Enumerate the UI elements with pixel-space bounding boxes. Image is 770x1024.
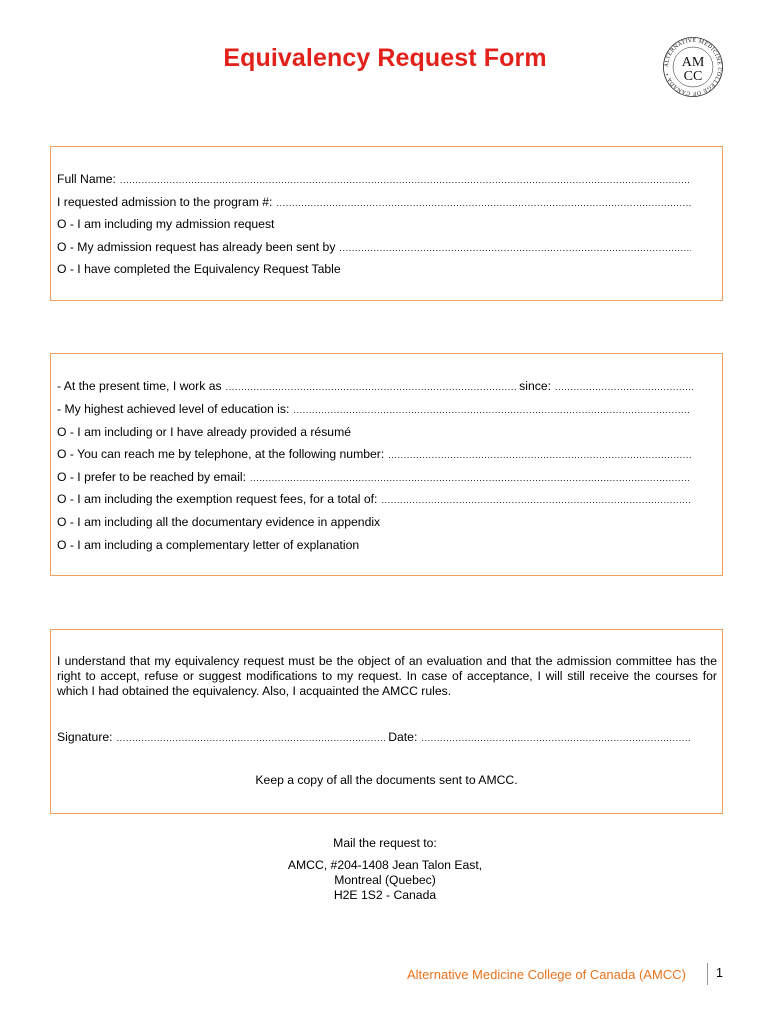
option-label: O - I am including the exemption request fees, for a total of: — [57, 492, 378, 506]
option-completed-table[interactable] — [57, 261, 693, 277]
option-label: O - I have completed the Equivalency Request Table — [57, 262, 341, 276]
declaration-text: I understand that my equivalency request must be the object of an evaluation and that the admission committee has the right to accept, refuse or suggest modifications to my request. In case of acceptance, I will still receive the courses for which I had obtained the equivalency. Also, I acquainted the AMCC rules. — [57, 654, 717, 698]
page-number: 1 — [716, 966, 723, 980]
dotted-line[interactable] — [276, 196, 691, 210]
education-field[interactable] — [57, 401, 693, 417]
option-fees[interactable] — [57, 491, 693, 507]
keep-copy-note: Keep a copy of all the documents sent to AMCC. — [255, 773, 518, 787]
seal-text-cc: CC — [683, 69, 703, 84]
work-field[interactable] — [57, 378, 693, 394]
option-label: O - I prefer to be reached by email: — [57, 470, 246, 484]
mail-address-line1: AMCC, #204-1408 Jean Talon East, — [287, 858, 483, 872]
footer-divider — [707, 963, 708, 985]
date-line[interactable] — [421, 731, 691, 745]
option-label: O - My admission request has already been sent by — [57, 240, 336, 254]
dotted-line[interactable] — [293, 403, 691, 417]
signature-row[interactable] — [57, 729, 693, 745]
education-label: - My highest achieved level of education is: — [57, 402, 290, 416]
option-label: O - I am including my admission request — [57, 217, 275, 231]
option-label: O - I am including or I have already provided a résumé — [57, 425, 351, 439]
dotted-line[interactable] — [250, 471, 691, 485]
signature-line[interactable] — [117, 731, 387, 745]
option-label: O - I am including all the documentary evidence in appendix — [57, 515, 381, 529]
seal-ring-text: ALTERNATIVE MEDICINE COLLEGE OF CANADA • — [663, 37, 723, 97]
dotted-line[interactable] — [388, 448, 691, 462]
option-letter[interactable] — [57, 537, 693, 553]
dotted-line[interactable] — [226, 380, 518, 394]
date-label: Date: — [388, 730, 418, 744]
footer-college-name: Alternative Medicine College of Canada (AMCC) — [407, 967, 686, 982]
full-name-label: Full Name: — [57, 172, 116, 186]
dotted-line[interactable] — [555, 380, 693, 394]
program-label: I requested admission to the program #: — [57, 195, 273, 209]
amcc-seal-logo — [662, 36, 724, 98]
program-field[interactable] — [57, 194, 693, 210]
seal-text-am: AM — [681, 55, 705, 70]
mail-heading: Mail the request to: — [333, 836, 437, 850]
option-label: O - I am including a complementary letter of explanation — [57, 538, 360, 552]
option-label: O - You can reach me by telephone, at the following number: — [57, 447, 385, 461]
work-label: - At the present time, I work as — [57, 379, 222, 393]
option-telephone[interactable] — [57, 446, 693, 462]
dotted-line[interactable] — [381, 493, 691, 507]
option-resume[interactable] — [57, 424, 693, 440]
mail-address-line3: H2E 1S2 - Canada — [333, 888, 437, 902]
option-email[interactable] — [57, 469, 693, 485]
dotted-line[interactable] — [339, 241, 691, 255]
dotted-line[interactable] — [120, 173, 691, 187]
signature-label: Signature: — [57, 730, 113, 744]
full-name-field[interactable] — [57, 171, 693, 187]
option-including-admission[interactable] — [57, 216, 693, 232]
option-evidence[interactable] — [57, 514, 693, 530]
mail-address-line2: Montreal (Quebec) — [334, 873, 436, 887]
option-sent-by[interactable] — [57, 239, 693, 255]
form-title: Equivalency Request Form — [223, 44, 547, 72]
since-label: since: — [519, 379, 551, 393]
